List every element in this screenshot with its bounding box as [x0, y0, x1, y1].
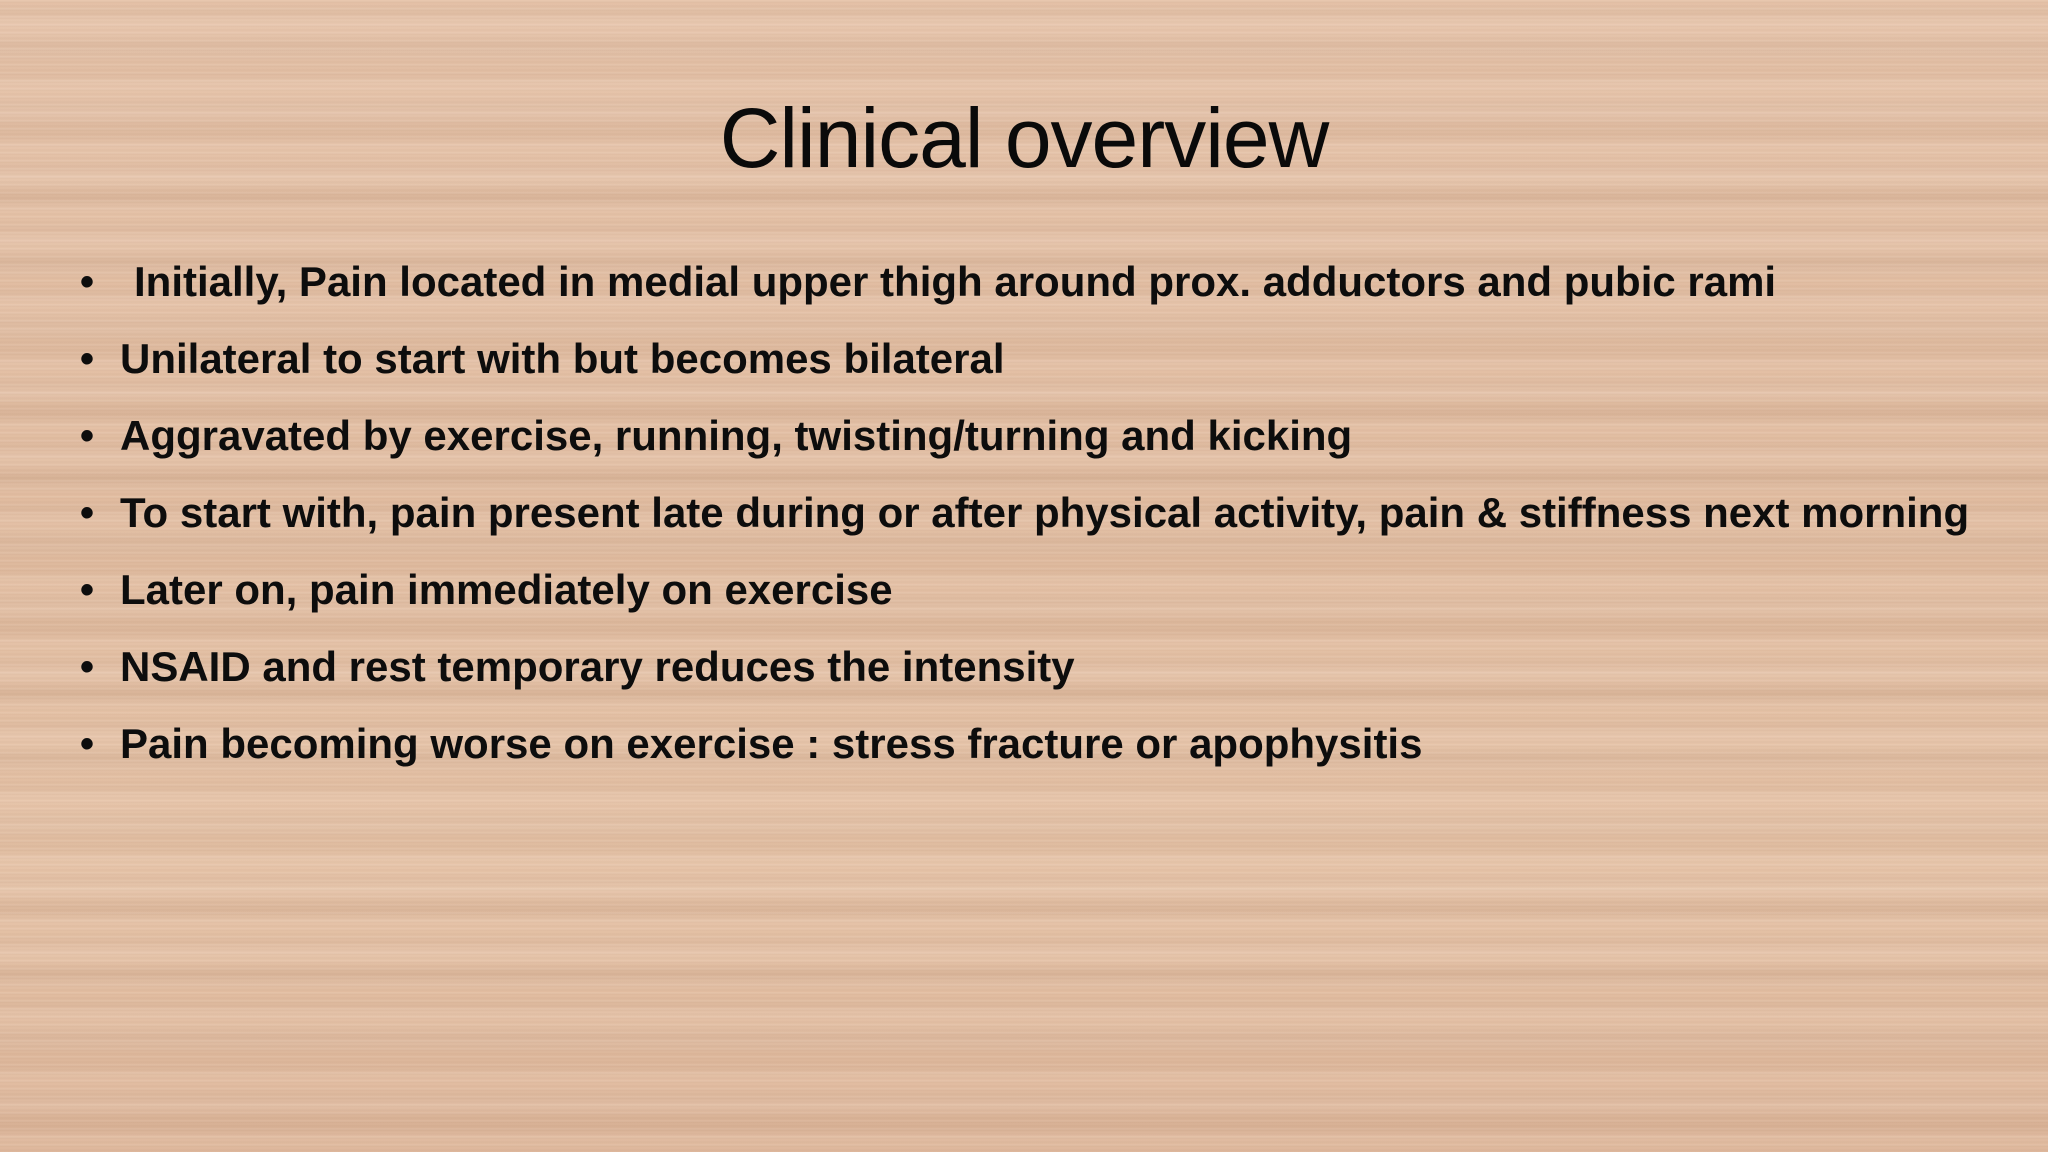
bullet-text: To start with, pain present late during or after physical activity, pain & stiffness next morning [120, 489, 1970, 536]
bullet-item [78, 640, 1978, 694]
bullet-dot-icon: • [80, 414, 95, 458]
slide-title: Clinical overview [719, 91, 1329, 185]
bullet-item [78, 409, 1978, 463]
bullet-dot-icon: • [80, 491, 95, 535]
bullet-item [78, 563, 1978, 617]
bullet-text: Initially, Pain located in medial upper thigh around prox. adductors and pubic rami [134, 258, 1777, 305]
bullet-text: NSAID and rest temporary reduces the intensity [120, 643, 1075, 690]
bullet-item [78, 332, 1978, 386]
bullet-item [78, 717, 1978, 771]
bullet-item [78, 255, 1978, 309]
bullet-dot-icon: • [80, 337, 95, 381]
bullet-dot-icon: • [80, 260, 95, 304]
bullet-text: Later on, pain immediately on exercise [120, 566, 893, 613]
bullet-dot-icon: • [80, 722, 95, 766]
bullet-list [78, 255, 1978, 794]
bullet-text: Unilateral to start with but becomes bilateral [120, 335, 1005, 382]
bullet-dot-icon: • [80, 568, 95, 612]
bullet-item [78, 486, 1978, 540]
bullet-text: Pain becoming worse on exercise : stress fracture or apophysitis [120, 720, 1423, 767]
bullet-dot-icon: • [80, 645, 95, 689]
bullet-text: Aggravated by exercise, running, twisting/turning and kicking [120, 412, 1353, 459]
